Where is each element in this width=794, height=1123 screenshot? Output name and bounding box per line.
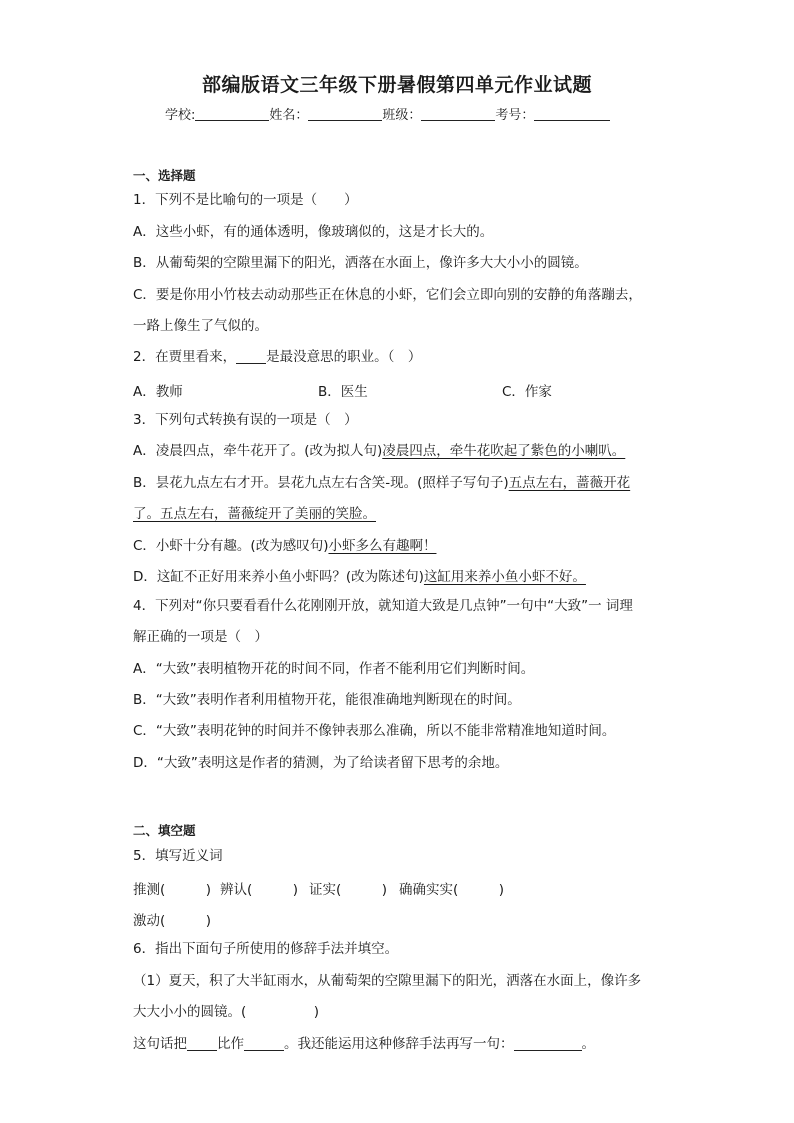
q4-option-d[interactable]: D．“大致”表明这是作者的猜测，为了给读者留下思考的余地。 [133, 755, 509, 771]
section-heading-choice: 一、选择题 [133, 168, 196, 183]
section-heading-fill: 二、填空题 [133, 823, 196, 838]
q3-option-d-text: D．这缸不正好用来养小鱼小虾吗？(改为陈述句) [133, 569, 424, 585]
school-blank[interactable] [195, 108, 269, 121]
q1-option-a[interactable]: A．这些小虾，有的通体透明，像玻璃似的，这是才长大的。 [133, 224, 494, 240]
q2-option-a[interactable]: A．教师 [133, 384, 183, 400]
q3-option-b-answer-1: 五点左右，蔷薇开花 [508, 475, 631, 491]
q3-option-d-answer: 这缸用来养小鱼小虾不好。 [423, 569, 586, 585]
q3-option-a-text: A．凌晨四点，牵牛花开了。(改为拟人句) [133, 443, 383, 459]
q3-option-b-text: B．昙花九点左右才开。昙花九点左右含笑-现。(照样子写句子) [133, 475, 509, 491]
student-info-line [165, 104, 610, 123]
q1-stem: 1．下列不是比喻句的一项是（ ） [133, 192, 358, 208]
q3-option-c-answer: 小虾多么有趣啊！ [328, 538, 437, 554]
school-label: 学校: [165, 108, 196, 123]
q2-option-b[interactable]: B．医生 [318, 384, 368, 400]
q5-word-1[interactable]: 推测( ) [133, 882, 212, 898]
q6-part1-line2[interactable]: 大大小小的圆镜。( ) [133, 1004, 320, 1020]
q3-option-b-line1[interactable] [133, 474, 630, 492]
q2-stem-pre: 2．在贾里看来， [133, 349, 237, 365]
q2-stem [133, 348, 421, 366]
q4-stem-line1: 4．下列对“你只要看看什么花刚刚开放，就知道大致是几点钟”一句中“大致”一 词理 [133, 598, 633, 614]
page-title: 部编版语文三年级下册暑假第四单元作业试题 [201, 74, 592, 96]
q5-word-4[interactable]: 确确实实( ) [399, 882, 505, 898]
q5-word-3[interactable]: 证实( ) [309, 882, 388, 898]
q6-blank-2[interactable] [244, 1036, 284, 1051]
number-blank[interactable] [534, 108, 610, 121]
q1-option-c-line1[interactable]: C．要是你用小竹枝去动动那些正在休息的小虾，它们会立即向别的安静的角落蹦去， [133, 287, 642, 303]
q4-stem-line2: 解正确的一项是（ ） [133, 629, 268, 645]
name-blank[interactable] [308, 108, 382, 121]
q2-option-c[interactable]: C．作家 [502, 384, 552, 400]
q5-word-2[interactable]: 辨认( ) [220, 882, 299, 898]
q3-option-b-answer-2: 了。五点左右，蔷薇绽开了美丽的笑脸。 [133, 506, 376, 522]
q3-option-a[interactable] [133, 442, 625, 460]
q3-option-b-line2 [133, 505, 376, 523]
q6-fill-end: 。 [581, 1036, 595, 1052]
q6-fill-post: 。我还能运用这种修辞手法再写一句： [284, 1036, 514, 1052]
number-label: 考号： [495, 108, 535, 123]
q2-stem-post: 是最没意思的职业。（ ） [266, 349, 422, 365]
q3-stem: 3．下列句式转换有误的一项是（ ） [133, 412, 358, 428]
q1-option-c-line2: 一路上像生了气似的。 [133, 318, 268, 334]
q6-fill-line [133, 1035, 595, 1053]
q5-word-5[interactable]: 激动( ) [133, 913, 212, 929]
q3-option-d[interactable] [133, 568, 586, 586]
class-label: 班级： [382, 108, 422, 123]
q6-blank-1[interactable] [187, 1036, 217, 1051]
q3-option-a-answer: 凌晨四点，牵牛花吹起了紫色的小喇叭。 [382, 443, 626, 459]
q1-option-b[interactable]: B．从葡萄架的空隙里漏下的阳光，洒落在水面上，像许多大大小小的圆镜。 [133, 255, 588, 271]
q4-option-b[interactable]: B．“大致”表明作者利用植物开花，能很准确地判断现在的时间。 [133, 692, 521, 708]
q6-stem: 6．指出下面句子所使用的修辞手法并填空。 [133, 941, 399, 957]
q2-blank[interactable] [236, 349, 266, 364]
q4-option-c[interactable]: C．“大致”表明花钟的时间并不像钟表那么准确，所以不能非常精准地知道时间。 [133, 723, 616, 739]
q3-option-c-text: C．小虾十分有趣。(改为感叹句) [133, 538, 329, 554]
q5-stem: 5．填写近义词 [133, 848, 223, 864]
q3-option-c[interactable] [133, 537, 436, 555]
q4-option-a[interactable]: A．“大致”表明植物开花的时间不同，作者不能利用它们判断时间。 [133, 661, 535, 677]
name-label: 姓名： [269, 108, 309, 123]
q6-fill-pre: 这句话把 [133, 1036, 187, 1052]
q6-blank-3[interactable] [514, 1036, 582, 1051]
class-blank[interactable] [421, 108, 495, 121]
q6-fill-mid: 比作 [217, 1036, 244, 1052]
q6-part1-line1: （1）夏天，积了大半缸雨水，从葡萄架的空隙里漏下的阳光，洒落在水面上，像许多 [133, 973, 642, 989]
